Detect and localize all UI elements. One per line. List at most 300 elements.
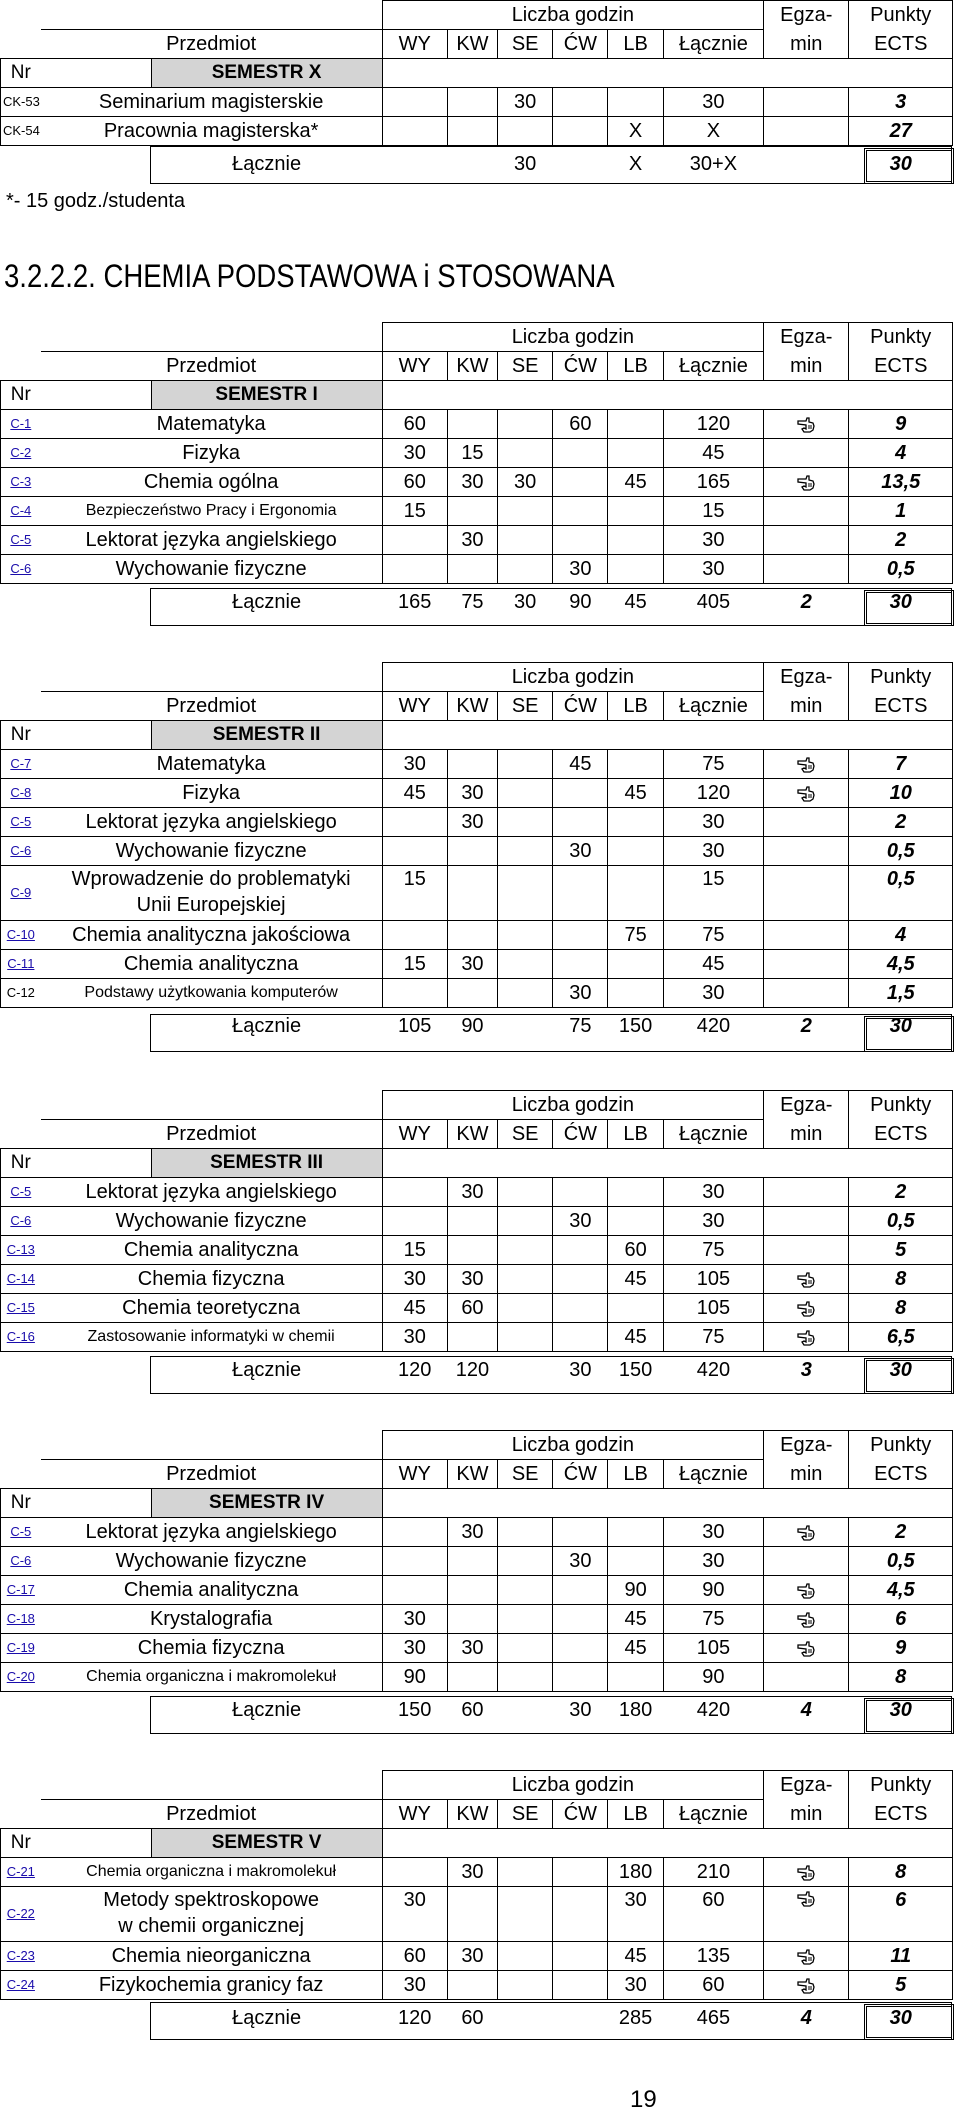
course-name-line: Fizyka bbox=[182, 442, 241, 464]
hours-lb bbox=[608, 88, 663, 117]
hours-cw: 30 bbox=[553, 979, 608, 1008]
hours-lb: 90 bbox=[608, 1576, 663, 1605]
ects-value: 1,5 bbox=[849, 979, 953, 1008]
course-name-line: Wychowanie fizyczne bbox=[115, 1210, 307, 1232]
summary-row bbox=[1, 2000, 953, 2037]
course-code-link[interactable]: C-21 bbox=[6, 1864, 35, 1879]
course-row bbox=[1, 410, 953, 439]
blank-cell bbox=[382, 1489, 952, 1518]
pointing-hand-icon bbox=[797, 1583, 815, 1599]
course-row bbox=[1, 1207, 953, 1236]
course-code[interactable] bbox=[1, 555, 41, 584]
blank-cell bbox=[41, 1489, 151, 1518]
course-name bbox=[41, 1236, 382, 1265]
course-code-link[interactable]: C-24 bbox=[6, 1977, 35, 1992]
hours-col-header: LB bbox=[608, 1800, 663, 1829]
hours-kw bbox=[447, 88, 497, 117]
hours-se bbox=[498, 1178, 553, 1207]
exam-cell bbox=[764, 1887, 849, 1942]
hours-kw bbox=[447, 750, 497, 779]
hours-lb bbox=[608, 1294, 663, 1323]
course-name bbox=[41, 779, 382, 808]
course-code-link[interactable]: C-16 bbox=[6, 1329, 35, 1344]
exam-cell bbox=[764, 1518, 849, 1547]
course-name bbox=[41, 1971, 382, 2000]
summary-row bbox=[1, 584, 953, 621]
course-code bbox=[1, 88, 41, 117]
hours-se bbox=[498, 1294, 553, 1323]
hours-cw bbox=[553, 1518, 608, 1547]
hours-se bbox=[498, 779, 553, 808]
hours-total: 105 bbox=[663, 1634, 763, 1663]
course-code-link[interactable]: C-5 bbox=[10, 532, 32, 547]
course-code-link[interactable]: C-5 bbox=[10, 814, 32, 829]
course-name bbox=[41, 88, 382, 117]
hours-se bbox=[498, 1887, 553, 1942]
hours-cw bbox=[553, 117, 608, 146]
hours-wy bbox=[382, 555, 447, 584]
course-name bbox=[41, 439, 382, 468]
hours-col-header: WY bbox=[382, 30, 447, 59]
footnote: *- 15 godz./studenta bbox=[6, 190, 186, 212]
course-code-link[interactable]: C-11 bbox=[7, 956, 35, 971]
course-code[interactable] bbox=[1, 1518, 41, 1547]
przedmiot-header: Przedmiot bbox=[41, 30, 382, 59]
semester-row bbox=[1, 1149, 953, 1178]
course-code-link[interactable]: C-1 bbox=[10, 416, 32, 431]
liczba-godzin-header: Liczba godzin bbox=[382, 663, 764, 692]
hours-col-header: Łącznie bbox=[663, 1800, 763, 1829]
egzamin-header-top: Egza- bbox=[764, 1091, 849, 1120]
ects-value: 0,5 bbox=[849, 555, 953, 584]
course-code[interactable] bbox=[1, 1887, 41, 1942]
ects-value: 8 bbox=[849, 1858, 953, 1887]
summary-kw: 90 bbox=[461, 1015, 484, 1037]
hours-cw: 45 bbox=[553, 750, 608, 779]
egzamin-header-bottom: min bbox=[764, 1800, 849, 1829]
blank-cell bbox=[1, 1091, 383, 1120]
blank-cell bbox=[1, 1008, 152, 1045]
hours-wy: 30 bbox=[382, 1605, 447, 1634]
course-code bbox=[1, 117, 41, 146]
ects-value: 27 bbox=[849, 117, 953, 146]
course-code[interactable] bbox=[1, 497, 41, 526]
hours-cw bbox=[553, 950, 608, 979]
exam-cell bbox=[764, 1971, 849, 2000]
hours-lb bbox=[608, 410, 663, 439]
course-code-link[interactable]: C-15 bbox=[6, 1300, 35, 1315]
course-row bbox=[1, 117, 953, 146]
exam-cell bbox=[764, 1605, 849, 1634]
course-code[interactable] bbox=[1, 1942, 41, 1971]
course-row bbox=[1, 1518, 953, 1547]
course-name bbox=[41, 1265, 382, 1294]
hours-kw bbox=[447, 410, 497, 439]
course-code[interactable] bbox=[1, 1605, 41, 1634]
blank-cell bbox=[41, 1149, 151, 1178]
course-name-line: Matematyka bbox=[156, 753, 266, 775]
course-code[interactable] bbox=[1, 1294, 41, 1323]
course-code-link[interactable]: C-19 bbox=[6, 1640, 35, 1655]
semester-title: SEMESTR III bbox=[151, 1149, 382, 1178]
summary-wy bbox=[382, 146, 447, 183]
hours-wy: 60 bbox=[382, 468, 447, 497]
course-code[interactable] bbox=[1, 808, 41, 837]
course-row bbox=[1, 1323, 953, 1352]
przedmiot-header: Przedmiot bbox=[41, 1800, 382, 1829]
hours-kw bbox=[447, 1663, 497, 1692]
summary-lb: 285 bbox=[618, 2007, 653, 2029]
hours-col-header: Łącznie bbox=[663, 352, 763, 381]
hours-total: 75 bbox=[663, 921, 763, 950]
exam-cell bbox=[764, 1858, 849, 1887]
ects-value: 0,5 bbox=[849, 866, 953, 921]
course-code-text: C-12 bbox=[6, 985, 35, 1000]
hours-lb bbox=[608, 837, 663, 866]
course-code[interactable] bbox=[1, 837, 41, 866]
hours-lb: 45 bbox=[608, 1605, 663, 1634]
course-code-link[interactable]: C-18 bbox=[6, 1611, 35, 1626]
blank-cell bbox=[1, 352, 41, 381]
course-name-line: Wychowanie fizyczne bbox=[115, 1550, 307, 1572]
ects-value: 6 bbox=[849, 1605, 953, 1634]
course-name-line: Zastosowanie informatyki w chemii bbox=[87, 1328, 335, 1345]
summary-row bbox=[1, 146, 953, 183]
header-row bbox=[1, 1771, 953, 1800]
ects-header-top: Punkty bbox=[849, 663, 953, 692]
hours-col-header: ĆW bbox=[553, 352, 608, 381]
hours-wy: 60 bbox=[382, 1942, 447, 1971]
hours-col-header: SE bbox=[498, 692, 553, 721]
blank-cell bbox=[1, 692, 41, 721]
summary-total: 420 bbox=[696, 1699, 731, 1721]
hours-lb bbox=[608, 750, 663, 779]
hours-se bbox=[498, 1207, 553, 1236]
hours-cw bbox=[553, 1858, 608, 1887]
exam-cell bbox=[764, 837, 849, 866]
header-row bbox=[1, 692, 953, 721]
hours-se bbox=[498, 1323, 553, 1352]
course-code-link[interactable]: C-22 bbox=[6, 1906, 35, 1921]
course-code[interactable] bbox=[1, 1663, 41, 1692]
course-code[interactable] bbox=[1, 1858, 41, 1887]
ects-value: 10 bbox=[849, 779, 953, 808]
course-code[interactable] bbox=[1, 1178, 41, 1207]
exam-cell bbox=[764, 1178, 849, 1207]
summary-label: Łącznie bbox=[232, 1359, 302, 1381]
course-row bbox=[1, 1634, 953, 1663]
hours-lb bbox=[608, 1178, 663, 1207]
hours-cw: 30 bbox=[553, 1547, 608, 1576]
course-code[interactable] bbox=[1, 439, 41, 468]
summary-kw: 120 bbox=[455, 1359, 490, 1381]
summary-kw: 60 bbox=[461, 2007, 484, 2029]
hours-cw bbox=[553, 1265, 608, 1294]
course-code[interactable] bbox=[1, 1236, 41, 1265]
liczba-godzin-header: Liczba godzin bbox=[382, 1431, 764, 1460]
summary-lb: 45 bbox=[624, 591, 647, 613]
hours-col-header: SE bbox=[498, 1120, 553, 1149]
pointing-hand-icon bbox=[797, 417, 815, 433]
exam-cell bbox=[764, 1634, 849, 1663]
course-code-link[interactable]: C-14 bbox=[6, 1271, 35, 1286]
course-code[interactable] bbox=[1, 1576, 41, 1605]
hours-se bbox=[498, 1236, 553, 1265]
curriculum-table bbox=[0, 322, 953, 620]
course-code-link[interactable]: C-4 bbox=[10, 503, 32, 518]
exam-cell bbox=[764, 1207, 849, 1236]
hours-kw bbox=[447, 497, 497, 526]
egzamin-header-top: Egza- bbox=[764, 1771, 849, 1800]
hours-se bbox=[498, 950, 553, 979]
pointing-hand-icon bbox=[797, 1865, 815, 1881]
course-code-link[interactable]: C-20 bbox=[6, 1669, 35, 1684]
summary-exams bbox=[764, 146, 849, 183]
course-name bbox=[41, 1178, 382, 1207]
hours-col-header: SE bbox=[498, 1460, 553, 1489]
hours-col-header: Łącznie bbox=[663, 1120, 763, 1149]
hours-total: 120 bbox=[663, 410, 763, 439]
hours-wy bbox=[382, 1178, 447, 1207]
course-row bbox=[1, 1942, 953, 1971]
blank-cell bbox=[1, 663, 383, 692]
course-code-link[interactable]: C-23 bbox=[6, 1948, 35, 1963]
course-code-link[interactable]: C-6 bbox=[10, 1553, 32, 1568]
course-code[interactable] bbox=[1, 866, 41, 921]
hours-cw bbox=[553, 1634, 608, 1663]
hours-lb bbox=[608, 866, 663, 921]
egzamin-header-bottom: min bbox=[764, 1120, 849, 1149]
course-code-link[interactable]: C-13 bbox=[6, 1242, 35, 1257]
hours-se bbox=[498, 1265, 553, 1294]
hours-total: 75 bbox=[663, 1236, 763, 1265]
przedmiot-header: Przedmiot bbox=[41, 1120, 382, 1149]
blank-cell bbox=[1, 1460, 41, 1489]
hours-lb: 180 bbox=[608, 1858, 663, 1887]
hours-kw: 30 bbox=[447, 1858, 497, 1887]
course-code[interactable] bbox=[1, 468, 41, 497]
pointing-hand-icon bbox=[797, 1612, 815, 1628]
summary-ects: 30 bbox=[889, 153, 912, 175]
summary-row bbox=[1, 1692, 953, 1729]
course-name-line: Bezpieczeństwo Pracy i Ergonomia bbox=[85, 502, 337, 519]
hours-kw bbox=[447, 1971, 497, 2000]
course-code-link[interactable]: C-5 bbox=[10, 1184, 32, 1199]
hours-kw bbox=[447, 1323, 497, 1352]
hours-col-header: LB bbox=[608, 30, 663, 59]
hours-wy bbox=[382, 837, 447, 866]
course-name-line: Chemia nieorganiczna bbox=[111, 1945, 311, 1967]
exam-cell bbox=[764, 1942, 849, 1971]
hours-col-header: ĆW bbox=[553, 1120, 608, 1149]
course-code-link[interactable]: C-3 bbox=[10, 474, 32, 489]
hours-se bbox=[498, 837, 553, 866]
course-code[interactable] bbox=[1, 779, 41, 808]
summary-se: 30 bbox=[514, 153, 537, 175]
hours-col-header: ĆW bbox=[553, 692, 608, 721]
hours-wy: 90 bbox=[382, 1663, 447, 1692]
hours-kw bbox=[447, 1887, 497, 1942]
nr-header: Nr bbox=[1, 381, 41, 410]
exam-cell bbox=[764, 779, 849, 808]
semester-title: SEMESTR X bbox=[151, 59, 382, 88]
course-name-line: Wprowadzenie do problematyki bbox=[71, 868, 351, 890]
hours-total: 60 bbox=[663, 1887, 763, 1942]
hours-lb: 45 bbox=[608, 468, 663, 497]
hours-cw bbox=[553, 1294, 608, 1323]
course-row bbox=[1, 979, 953, 1008]
course-code-link[interactable]: C-6 bbox=[10, 843, 32, 858]
course-code[interactable] bbox=[1, 526, 41, 555]
hours-wy bbox=[382, 1858, 447, 1887]
course-code[interactable] bbox=[1, 1634, 41, 1663]
course-name-line: Podstawy użytkowania komputerów bbox=[84, 984, 338, 1001]
hours-se bbox=[498, 1576, 553, 1605]
summary-exams: 4 bbox=[800, 2007, 812, 2029]
hours-wy bbox=[382, 1207, 447, 1236]
course-code[interactable] bbox=[1, 921, 41, 950]
hours-total: 105 bbox=[663, 1294, 763, 1323]
course-name bbox=[41, 555, 382, 584]
pointing-hand-icon bbox=[797, 1949, 815, 1965]
course-row bbox=[1, 88, 953, 117]
summary-exams: 2 bbox=[800, 591, 812, 613]
summary-se bbox=[498, 1352, 553, 1389]
ects-header-bottom: ECTS bbox=[849, 1800, 953, 1829]
hours-total: 30 bbox=[663, 1518, 763, 1547]
course-code[interactable] bbox=[1, 1547, 41, 1576]
course-code-link[interactable]: C-10 bbox=[6, 927, 35, 942]
hours-col-header: KW bbox=[447, 352, 497, 381]
course-name-line: Matematyka bbox=[156, 413, 266, 435]
hours-cw bbox=[553, 1178, 608, 1207]
course-name-line: Chemia organiczna i makromolekuł bbox=[86, 1668, 337, 1685]
przedmiot-header: Przedmiot bbox=[41, 692, 382, 721]
course-code-link[interactable]: C-6 bbox=[10, 561, 32, 576]
hours-cw bbox=[553, 808, 608, 837]
course-name-line: Chemia analityczna bbox=[123, 1579, 299, 1601]
course-code-link[interactable]: C-17 bbox=[6, 1582, 35, 1597]
hours-wy: 15 bbox=[382, 497, 447, 526]
summary-ects: 30 bbox=[889, 1015, 912, 1037]
semester-title: SEMESTR I bbox=[151, 381, 382, 410]
curriculum-table bbox=[0, 1090, 953, 1388]
hours-wy bbox=[382, 526, 447, 555]
course-code[interactable] bbox=[1, 1323, 41, 1352]
hours-kw bbox=[447, 1605, 497, 1634]
hours-cw: 60 bbox=[553, 410, 608, 439]
course-row bbox=[1, 921, 953, 950]
course-code-link[interactable]: C-8 bbox=[10, 785, 32, 800]
hours-cw bbox=[553, 1236, 608, 1265]
semester-title: SEMESTR II bbox=[151, 721, 382, 750]
course-code[interactable] bbox=[1, 1971, 41, 2000]
course-code-link[interactable]: C-2 bbox=[10, 445, 32, 460]
ects-header-bottom: ECTS bbox=[849, 30, 953, 59]
course-code[interactable] bbox=[1, 750, 41, 779]
liczba-godzin-header: Liczba godzin bbox=[382, 1091, 764, 1120]
course-row bbox=[1, 950, 953, 979]
pointing-hand-icon bbox=[797, 1272, 815, 1288]
hours-wy: 30 bbox=[382, 1265, 447, 1294]
blank-cell bbox=[1, 1771, 383, 1800]
summary-se bbox=[498, 1692, 553, 1729]
course-name bbox=[41, 1942, 382, 1971]
hours-cw bbox=[553, 526, 608, 555]
course-code[interactable] bbox=[1, 1265, 41, 1294]
course-name-line: w chemii organicznej bbox=[118, 1915, 304, 1937]
blank-cell bbox=[1, 1, 383, 30]
hours-total: 135 bbox=[663, 1942, 763, 1971]
course-code[interactable] bbox=[1, 1207, 41, 1236]
nr-header: Nr bbox=[1, 1489, 41, 1518]
hours-wy bbox=[382, 921, 447, 950]
hours-se bbox=[498, 439, 553, 468]
course-code-link[interactable]: C-5 bbox=[10, 1524, 32, 1539]
course-code[interactable] bbox=[1, 950, 41, 979]
summary-lb: 150 bbox=[618, 1359, 653, 1381]
summary-row bbox=[1, 1008, 953, 1045]
hours-col-header: LB bbox=[608, 352, 663, 381]
ects-value: 8 bbox=[849, 1265, 953, 1294]
hours-lb: X bbox=[608, 117, 663, 146]
egzamin-header-top: Egza- bbox=[764, 1431, 849, 1460]
ects-value: 11 bbox=[849, 1942, 953, 1971]
hours-se bbox=[498, 866, 553, 921]
blank-cell bbox=[382, 1149, 952, 1178]
hours-total: 210 bbox=[663, 1858, 763, 1887]
course-code[interactable] bbox=[1, 410, 41, 439]
nr-header: Nr bbox=[1, 1149, 41, 1178]
course-name-line: Fizyka bbox=[182, 782, 241, 804]
course-code-text: CK-54 bbox=[3, 123, 40, 138]
hours-wy: 30 bbox=[382, 750, 447, 779]
hours-col-header: ĆW bbox=[553, 30, 608, 59]
hours-total: 15 bbox=[663, 497, 763, 526]
ects-value: 0,5 bbox=[849, 1207, 953, 1236]
ects-header-top: Punkty bbox=[849, 1, 953, 30]
hours-kw: 30 bbox=[447, 1178, 497, 1207]
pointing-hand-icon bbox=[797, 1891, 815, 1907]
summary-kw: 75 bbox=[461, 591, 484, 613]
course-name-line: Fizykochemia granicy faz bbox=[98, 1974, 324, 1996]
blank-cell bbox=[1, 1431, 383, 1460]
course-row bbox=[1, 1294, 953, 1323]
summary-row bbox=[1, 1352, 953, 1389]
hours-col-header: SE bbox=[498, 30, 553, 59]
pointing-hand-icon bbox=[797, 1978, 815, 1994]
hours-lb: 45 bbox=[608, 1323, 663, 1352]
hours-se bbox=[498, 750, 553, 779]
course-code-link[interactable]: C-7 bbox=[10, 756, 32, 771]
course-code-link[interactable]: C-9 bbox=[10, 885, 32, 900]
blank-cell bbox=[41, 1829, 151, 1858]
egzamin-header-bottom: min bbox=[764, 1460, 849, 1489]
summary-lb: 150 bbox=[618, 1015, 653, 1037]
hours-total: 90 bbox=[663, 1576, 763, 1605]
course-code-link[interactable]: C-6 bbox=[10, 1213, 32, 1228]
course-name bbox=[41, 1323, 382, 1352]
header-row bbox=[1, 323, 953, 352]
hours-kw: 30 bbox=[447, 779, 497, 808]
hours-kw bbox=[447, 837, 497, 866]
hours-lb: 30 bbox=[608, 1971, 663, 2000]
przedmiot-header: Przedmiot bbox=[41, 1460, 382, 1489]
summary-exams: 3 bbox=[800, 1359, 812, 1381]
summary-wy: 150 bbox=[398, 1699, 432, 1721]
hours-wy bbox=[382, 1576, 447, 1605]
page-number: 19 bbox=[630, 2086, 657, 2113]
